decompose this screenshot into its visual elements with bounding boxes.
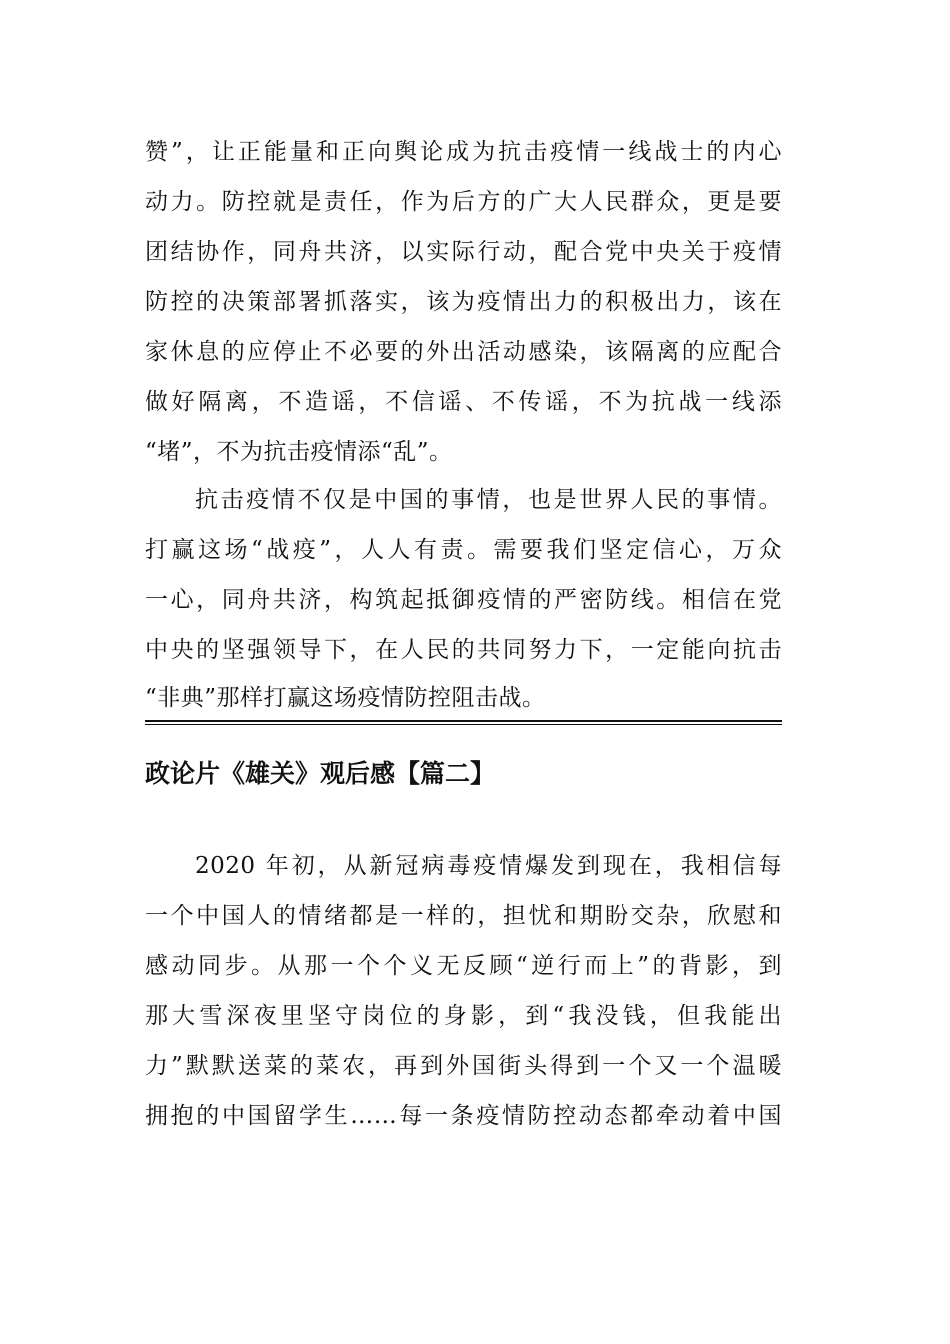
- text-line: 2020 年初，从新冠病毒疫情爆发到现在，我相信每: [195, 853, 782, 879]
- section-divider-thick: [145, 720, 782, 722]
- text-line: 感动同步。从那一个个义无反顾“逆行而上”的背影，到: [145, 953, 782, 979]
- text-line: “非典”那样打赢这场疫情防控阻击战。: [145, 685, 546, 711]
- text-line: 力”默默送菜的菜农，再到外国街头得到一个又一个温暖: [145, 1053, 782, 1079]
- text-line: 拥抱的中国留学生……每一条疫情防控动态都牵动着中国: [145, 1103, 782, 1129]
- section-divider-thin: [145, 724, 782, 725]
- text-line: 做好隔离，不造谣，不信谣、不传谣，不为抗战一线添: [145, 389, 782, 415]
- text-line: 防控的决策部署抓落实，该为疫情出力的积极出力，该在: [145, 289, 782, 315]
- text-line: 抗击疫情不仅是中国的事情，也是世界人民的事情。: [195, 487, 782, 513]
- text-line: 中央的坚强领导下，在人民的共同努力下，一定能向抗击: [145, 637, 782, 663]
- text-line: 打赢这场“战疫”，人人有责。需要我们坚定信心，万众: [145, 537, 782, 563]
- text-line: 那大雪深夜里坚守岗位的身影，到“我没钱，但我能出: [145, 1003, 782, 1029]
- text-line: 一心，同舟共济，构筑起抵御疫情的严密防线。相信在党: [145, 587, 782, 613]
- text-line: “堵”，不为抗击疫情添“乱”。: [145, 439, 453, 465]
- text-line: 动力。防控就是责任，作为后方的广大人民群众，更是要: [145, 189, 782, 215]
- text-line: 赞”，让正能量和正向舆论成为抗击疫情一线战士的内心: [145, 139, 782, 165]
- section-heading: 政论片《雄关》观后感【篇二】: [145, 759, 496, 788]
- text-line: 一个中国人的情绪都是一样的，担忧和期盼交杂，欣慰和: [145, 903, 782, 929]
- text-line: 家休息的应停止不必要的外出活动感染，该隔离的应配合: [145, 339, 782, 365]
- text-line: 团结协作，同舟共济，以实际行动，配合党中央关于疫情: [145, 239, 782, 265]
